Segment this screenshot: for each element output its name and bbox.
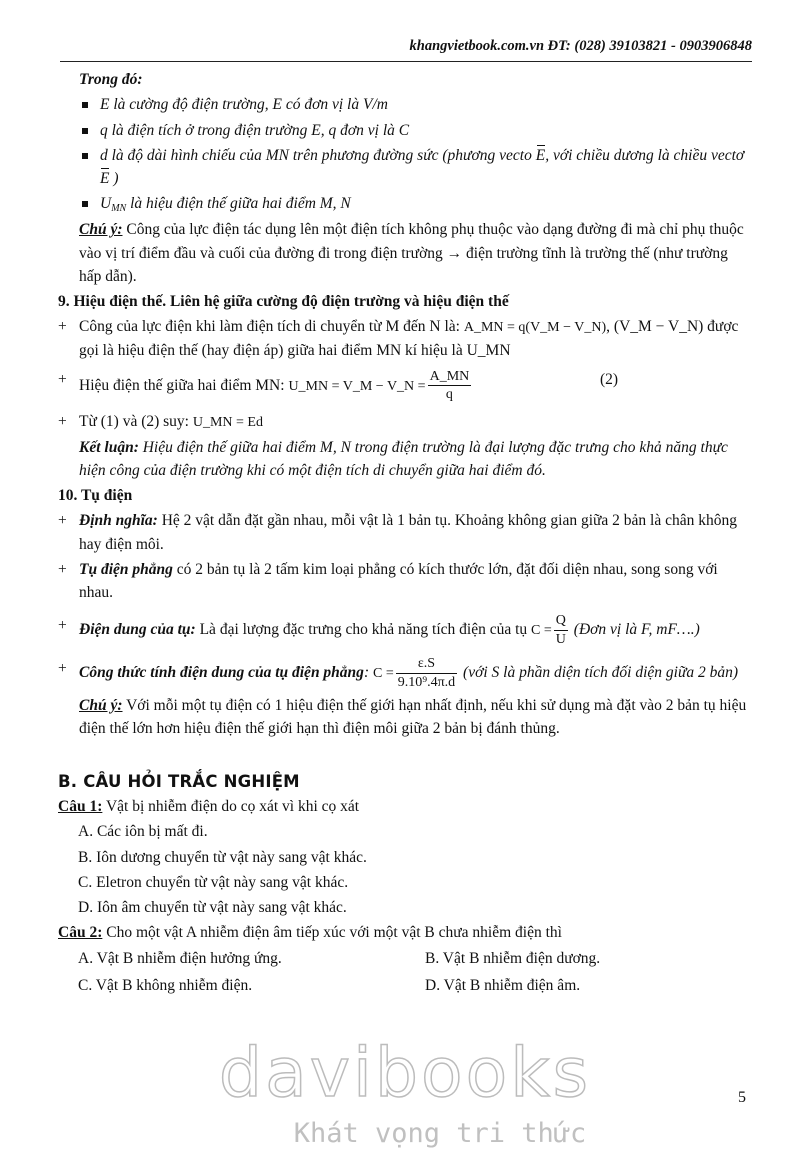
s10-definition: + Định nghĩa: Hệ 2 vật dẫn đặt gần nhau, mỗi vật là 1 bản tụ. Khoảng không gian giữa 2 bản là chân không hay điện môi. [58,509,751,556]
watermark-slogan: Khát vọng tri thức [293,1118,587,1149]
davibooks-watermark [205,1034,605,1155]
trong-do-list [58,93,751,216]
q2-options [58,945,751,1000]
q1-option-d[interactable]: D. Iôn âm chuyển từ vật này sang vật khác. [78,899,347,917]
page-content [58,68,751,999]
part-b-title: B. CÂU HỎI TRẮC NGHIỆM [58,772,300,792]
q2-option-d[interactable]: D. Vật B nhiễm điện âm. [425,976,581,994]
trong-do-item-q: q là điện tích ở trong điện trường E, q đơn vị là C [58,119,751,142]
watermark-logo-text: davibooks [218,1034,592,1113]
trong-do-item-u: $U_{MN}$ là hiệu điện thế giữa hai điểm M, N [58,192,751,216]
page-header: khangvietbook.com.vn ĐT: (028) 39103821 - 0903906848 [60,36,752,62]
q2-option-a[interactable]: A. Vật B nhiễm điện hưởng ứng. [78,949,282,967]
s9-voltage-formula: + Hiệu điện thế giữa hai điểm MN: U_MN = V_M − V_N = $\frac{A\_MN}{q}$ (2) [58,368,751,405]
s9-voltage-field-relation: + Từ (1) và (2) suy: U_MN = Ed [58,410,751,433]
q1-option-b[interactable]: B. Iôn dương chuyển từ vật này sang vật khác. [78,848,367,866]
trong-do-item-d: d là độ dài hình chiếu của MN trên phương đường sức (phương vecto E, với chiều dương là chiều vectơ E ) [58,144,751,191]
q1-option-a[interactable]: A. Các iôn bị mất đi. [78,823,208,841]
chu-y-note-1: Chú ý: Công của lực điện tác dụng lên một điện tích không phụ thuộc vào dạng đường đi mà chỉ phụ thuộc vào vị trí điểm đầu và cuối của đường đi trong điện trường → điện trường tĩnh là trường thế (như trường hấp dẫn). [79,221,744,285]
q1-option-c[interactable]: C. Eletron chuyển từ vật này sang vật khác. [78,873,349,891]
question-1: Câu 1: Vật bị nhiễm điện do cọ xát vì khi cọ xát [58,798,360,816]
s10-flat-capacitance-formula: + Công thức tính điện dung của tụ điện phẳng: C = $\frac{\varepsilon.S}{\text{9.10⁹.4π.d}}$ (với S là phần diện tích đối diện giữa 2 bản) [58,655,751,692]
chu-y-note-2: Chú ý: Với mỗi một tụ điện có 1 hiệu điện thế giới hạn nhất định, nếu khi sử dụng mà đặt vào 2 bản tụ hiệu điện thế lớn hơn hiệu điện thế giới hạn thì điện môi giữa 2 bản bị đánh thủng. [79,696,747,738]
q2-option-c[interactable]: C. Vật B không nhiễm điện. [78,976,253,994]
s10-capacitance: + Điện dung của tụ: Là đại lượng đặc trưng cho khả năng tích điện của tụ C = $\frac{Q}{U}$ (Đơn vị là F, mF….) [58,612,751,649]
q2-option-b[interactable]: B. Vật B nhiễm điện dương. [425,949,601,967]
section-10-title: 10. Tụ điện [58,487,133,505]
trong-do-item-e: E là cường độ điện trường, E có đơn vị là V/m [58,93,751,116]
question-2: Câu 2: Cho một vật A nhiễm điện âm tiếp xúc với một vật B chưa nhiễm điện thì [58,924,562,942]
s9-conclusion: Kết luận: Hiệu điện thế giữa hai điểm M, N trong điện trường là đại lượng đặc trưng cho khả năng thực hiện công của điện trường khi có một điện tích di chuyển giữa hai điểm đó. [79,438,728,479]
trong-do-label: Trong đó: [79,71,143,88]
s10-flat-capacitor: + Tụ điện phẳng có 2 bản tụ là 2 tấm kim loại phẳng có kích thước lớn, đặt đối diện nhau, song song với nhau. [58,558,751,605]
s9-work-formula: + Công của lực điện khi làm điện tích di chuyển từ M đến N là: A_MN = q(V_M − V_N), (V_M − V_N) được gọi là hiệu điện thế (hay điện áp) giữa hai điểm MN kí hiệu là U_MN [58,315,751,362]
page-number: 5 [738,1089,746,1106]
section-9-title: 9. Hiệu điện thế. Liên hệ giữa cường độ điện trường và hiệu điện thế [58,293,509,310]
